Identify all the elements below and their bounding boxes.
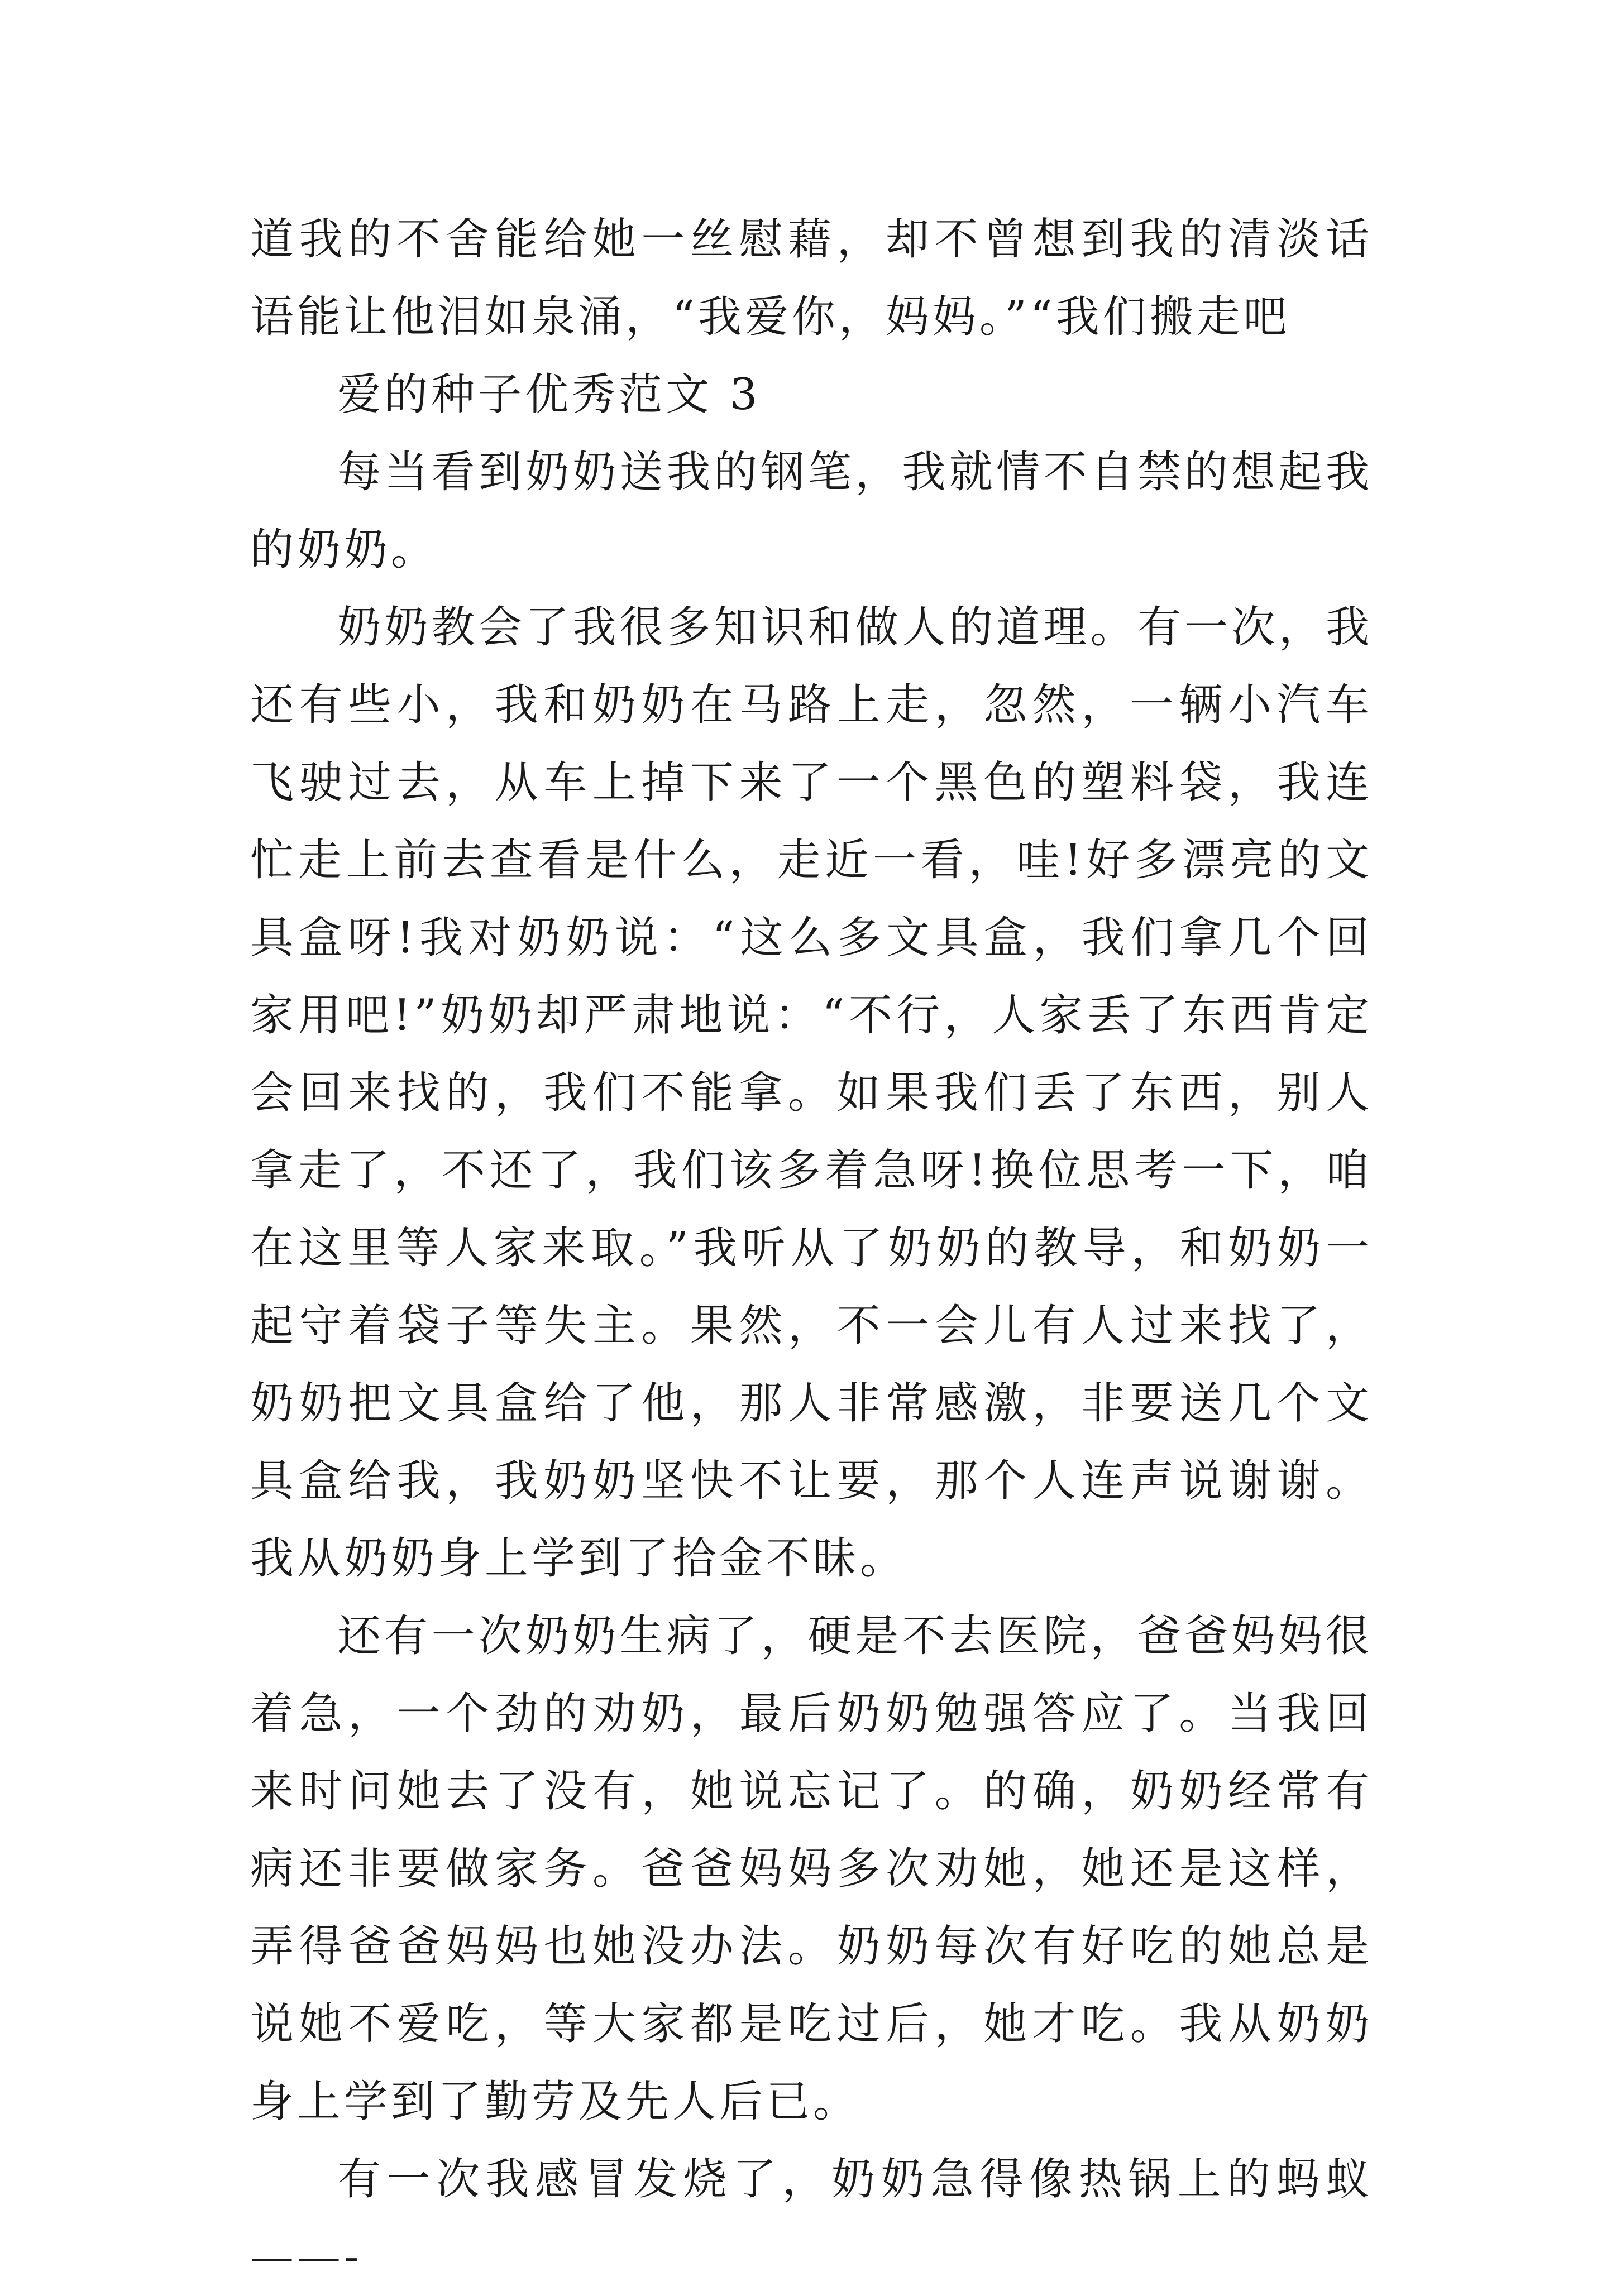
paragraph-continuation: 道我的不舍能给她一丝慰藉，却不曾想到我的清淡话语能让他泪如泉涌，“我爱你，妈妈。”“我们搬走吧 — [250, 214, 1373, 342]
paragraph: 有一次我感冒发烧了，奶奶急得像热锅上的蚂蚁——- — [250, 2154, 1373, 2282]
paragraph: 每当看到奶奶送我的钢笔，我就情不自禁的想起我的奶奶。 — [250, 447, 1373, 575]
document-body — [250, 201, 1373, 2296]
paragraph: 还有一次奶奶生病了，硬是不去医院，爸爸妈妈很着急，一个劲的劝奶，最后奶奶勉强答应了。当我回来时问她去了没有，她说忘记了。的确，奶奶经常有病还非要做家务。爸爸妈妈多次劝她，她还是这样，弄得爸爸妈妈也她没办法。奶奶每次有好吃的她总是说她不爱吃，等大家都是吃过后，她才吃。我从奶奶身上学到了勤劳及先人后已。 — [250, 1611, 1373, 2127]
paragraph: 奶奶教会了我很多知识和做人的道理。有一次，我还有些小，我和奶奶在马路上走，忽然，一辆小汽车飞驶过去，从车上掉下来了一个黑色的塑料袋，我连忙走上前去查看是什么，走近一看，哇!好多漂亮的文具盒呀!我对奶奶说：“这么多文具盒，我们拿几个回家用吧!”奶奶却严肃地说：“不行，人家丢了东西肯定会回来找的，我们不能拿。如果我们丢了东西，别人拿走了，不还了，我们该多着急呀!换位思考一下，咱在这里等人家来取。”我听从了奶奶的教导，和奶奶一起守着袋子等失主。果然，不一会儿有人过来找了，奶奶把文具盒给了他，那人非常感激，非要送几个文具盒给我，我奶奶坚快不让要，那个人连声说谢谢。我从奶奶身上学到了拾金不昧。 — [250, 602, 1373, 1584]
section-heading: 爱的种子优秀范文 3 — [337, 370, 761, 420]
